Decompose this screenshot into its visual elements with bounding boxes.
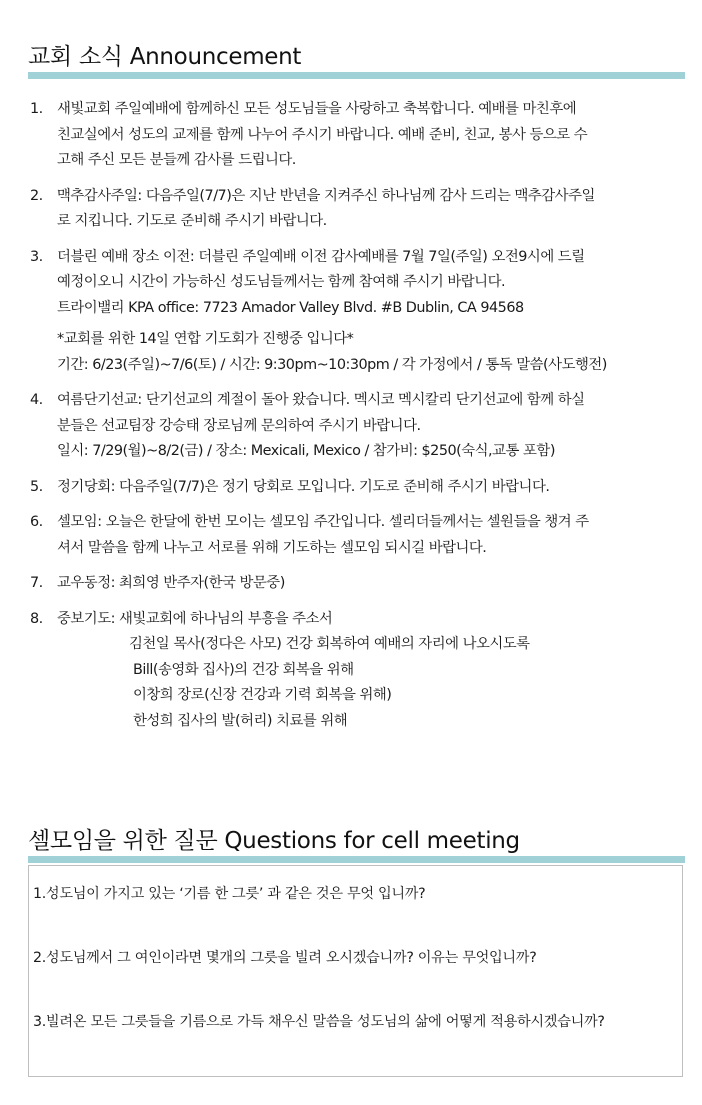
- prayer-item: 한성희 집사의 발(허리) 치료를 위해: [133, 712, 348, 729]
- prayer-item: 김천일 목사(정다은 사모) 건강 회복하여 예배의 자리에 나오시도록: [129, 636, 530, 652]
- questions-box: [28, 865, 683, 1077]
- prayer-item: 이창희 장로(신장 건강과 기력 회복을 위해): [133, 687, 392, 703]
- list-item: 2. 맥추감사주일: 다음주일(7/7)은 지난 반년을 지켜주신 하나님께 감사 드리는 맥추감사주일 로 지킵니다. 기도로 준비해 주시기 바랍니다.: [30, 187, 595, 229]
- list-item: 1. 새빛교회 주일예배에 함께하신 모든 성도님들을 사랑하고 축복합니다. 예배를 마친후에 친교실에서 성도의 교제를 함께 나누어 주시기 바랍니다. 예배 준비, 친교, 봉사 등으로 수 고해 주신 모든 분들께 감사를 드립니다.: [30, 101, 588, 168]
- question-item: 2.성도님께서 그 여인이라면 몇개의 그릇을 빌려 오시겠습니까? 이유는 무엇입니까?: [33, 950, 537, 966]
- question-item: 1.성도님이 가지고 있는 ‘기름 한 그릇’ 과 같은 것은 무엇 입니까?: [33, 886, 426, 902]
- prayer-meeting-notice: *교회를 위한 14일 연합 기도회가 진행중 입니다*: [57, 331, 354, 347]
- question-item: 3.빌려온 모든 그릇들을 기름으로 가득 채우신 말씀을 성도님의 삶에 어떻게 적용하시겠습니까?: [33, 1014, 605, 1030]
- announcement-title: 교회 소식 Announcement: [28, 44, 302, 70]
- list-item: 6. 셀모임: 오늘은 한달에 한번 모이는 셀모임 주간입니다. 셀리더들께서는 셀원들을 챙겨 주 셔서 말씀을 함께 나누고 서로를 위해 기도하는 셀모임 되시길 바랍니다.: [30, 514, 589, 556]
- title-underline-bar: [28, 856, 685, 863]
- list-item: 4. 여름단기선교: 단기선교의 계절이 돌아 왔습니다. 멕시코 멕시칼리 단기선교에 함께 하실 분들은 선교팀장 강승태 장로님께 문의하여 주시기 바랍니다. 일시: 7/29(월)~8/2(금) / 장소: Mexicali, Mexico / 참가비: $250(숙식,교통 포함): [30, 392, 585, 459]
- list-item: 3. 더블린 예배 장소 이전: 더블린 주일예배 이전 감사예배를 7월 7일(주일) 오전9시에 드릴 예정이오니 시간이 가능하신 성도님들께서는 함께 참여해 주시기 바랍니다. 트라이밸리 KPA office: 7723 Amador Valley Blvd. #B Dublin, CA 94568 *교회를 위한 14일 연합 기도회가 진행중 입니다* 기간: 6/23(주일)~7/6(토) / 시간: 9:30pm~10:30pm / 각 가정에서 / 통독 말씀(사도행전): [30, 245, 678, 379]
- list-item: 5. 정기당회: 다음주일(7/7)은 정기 당회로 모입니다. 기도로 준비해 주시기 바랍니다.: [30, 478, 550, 495]
- prayer-item: Bill(송영화 집사)의 건강 회복을 위해: [133, 661, 354, 678]
- announcement-list: [30, 97, 678, 744]
- list-item: 8. 중보기도: 새빛교회에 하나님의 부흥을 주소서 김천일 목사(정다은 사모) 건강 회복하여 예배의 자리에 나오시도록 Bill(송영화 집사)의 건강 회복을 위해 이창희 장로(신장 건강과 기력 회복을 위해) 한성희 집사의 발(허리) 치료를 위해: [30, 607, 678, 735]
- cell-meeting-title: 셀모임을 위한 질문 Questions for cell meeting: [28, 828, 520, 854]
- title-underline-bar: [28, 72, 685, 79]
- intercession-heading: 중보기도: 새빛교회에 하나님의 부흥을 주소서: [57, 610, 333, 627]
- list-item: 7. 교우동정: 최희영 반주자(한국 방문중): [30, 575, 285, 591]
